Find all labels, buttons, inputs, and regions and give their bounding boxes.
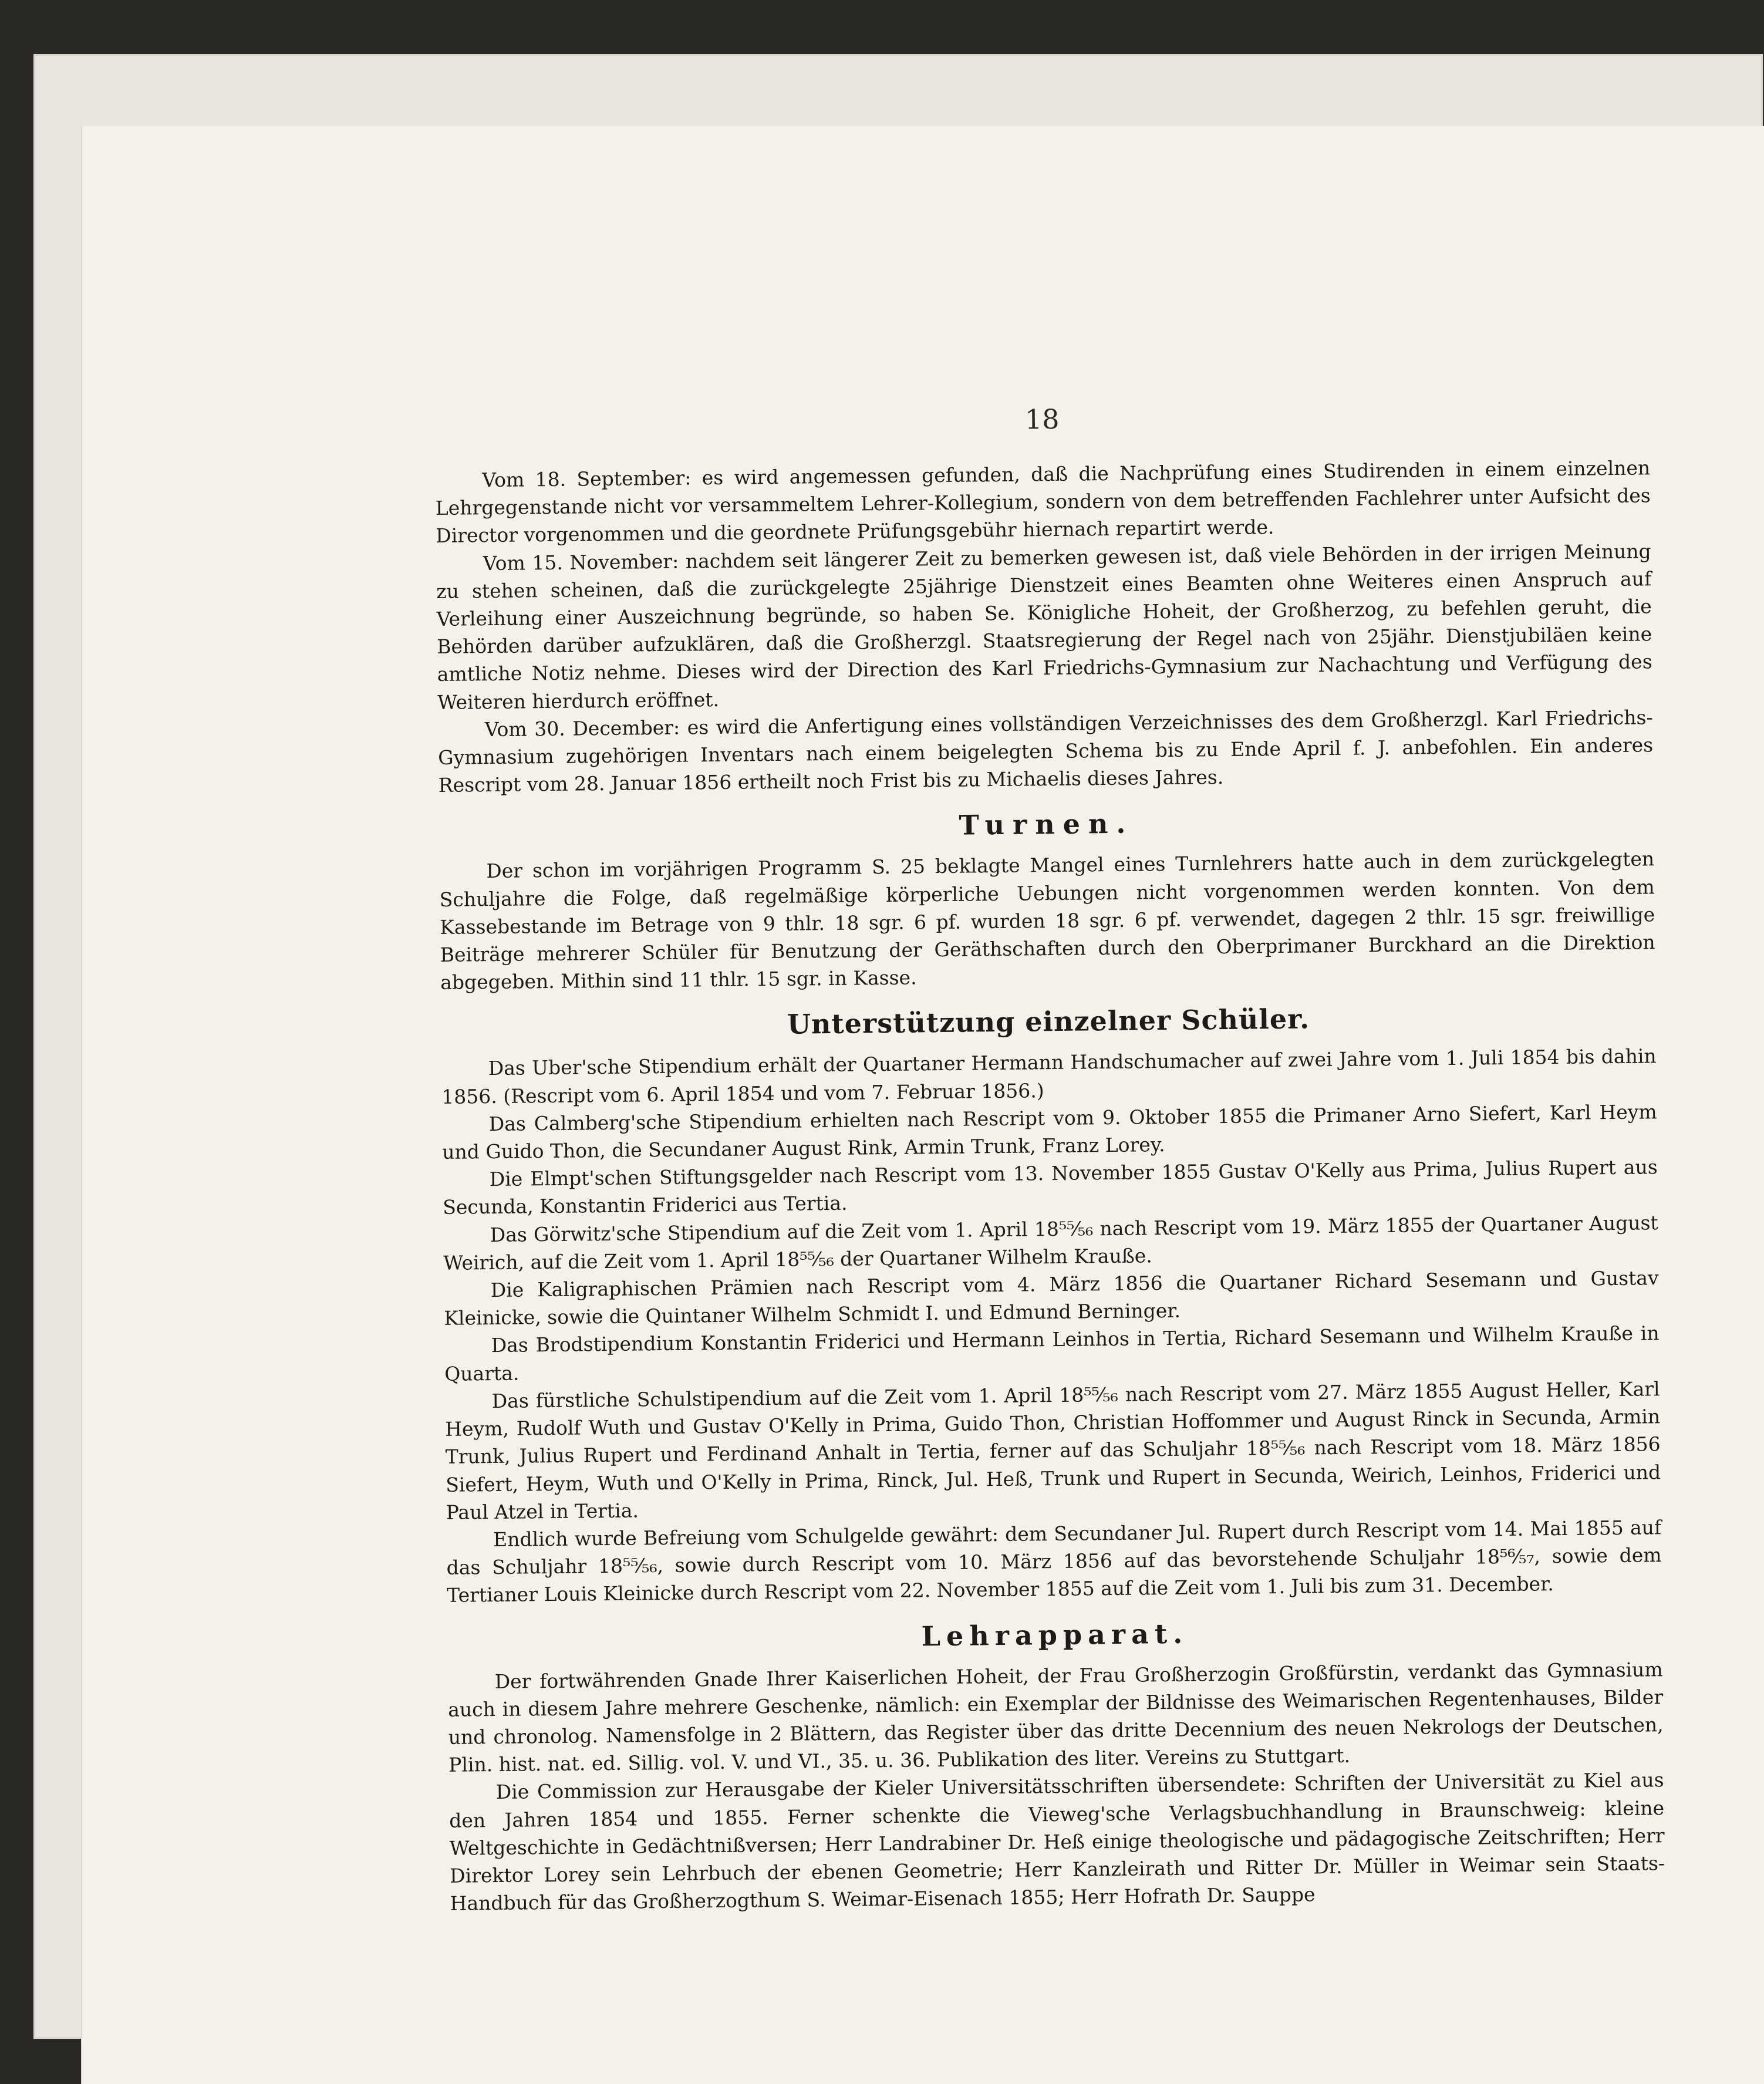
section-heading-lehrapparat: Lehrapparat. xyxy=(921,1617,1189,1652)
paragraph-goerwitz-stipendium: Das Görwitz'sche Stipendium auf die Zeit vom 1. April 18⁵⁵⁄₅₆ nach Rescript vom 19. März 1855 der Quartaner August Weirich, auf die Zeit vom 1. April 18⁵⁵⁄₅₆ der Quartaner Wilhelm Krauße. xyxy=(443,1210,1658,1274)
paragraph-turnen: Der schon im vorjährigen Programm S. 25 beklagte Mangel eines Turnlehrers hatte auch in dem zurückgelegten Schuljahre die Folge, daß regelmäßige körperliche Uebungen nicht vorgenommen werden konnten. Von dem Kassebestande im Betrage von 9 thlr. 18 sgr. 6 pf. wurden 18 sgr. 6 pf. verwendet, dagegen 2 thlr. 15 sgr. freiwillige Beiträge mehrerer Schüler für Benutzung der Geräthschaften durch den Oberprimaner Burckhard an die Direktion abgegeben. Mithin sind 11 thlr. 15 sgr. in Kasse. xyxy=(439,847,1655,994)
scan-background xyxy=(35,56,1761,2037)
section-lehrapparat xyxy=(447,1610,1665,1917)
section-heading-unterstuetzung: Unterstützung einzelner Schüler. xyxy=(787,1003,1310,1041)
paragraph-brodstipendium: Das Brodstipendium Konstantin Friderici und Hermann Leinhos in Tertia, Richard Sesemann und Wilhelm Krauße in Quarta. xyxy=(444,1321,1660,1385)
paragraph-schulgeld-befreiung: Endlich wurde Befreiung vom Schulgelde gewährt: dem Secundaner Jul. Rupert durch Rescript vom 14. Mai 1855 auf das Schuljahr 18⁵⁵⁄₅₆, sowie durch Rescript vom 10. März 1856 auf das bevorstehende Schuljahr 18⁵⁶⁄₅₇, sowie dem Tertianer Louis Kleinicke durch Rescript vom 22. November 1855 auf die Zeit vom 1. Juli bis zum 31. December. xyxy=(446,1516,1662,1607)
page-text-block xyxy=(434,395,1665,1917)
paragraph-uber-stipendium: Das Uber'sche Stipendium erhält der Quartaner Hermann Handschumacher auf zwei Jahre vom 1. Juli 1854 bis dahin 1856. (Rescript vom 6. April 1854 und vom 7. Februar 1856.) xyxy=(441,1044,1657,1108)
paragraph-elmpt-stiftung: Die Elmpt'schen Stiftungsgelder nach Rescript vom 13. November 1855 Gustav O'Kelly aus Prima, Julius Rupert aus Secunda, Konstantin Friderici aus Tertia. xyxy=(443,1155,1658,1219)
paragraph-december-decree: Vom 30. December: es wird die Anfertigung eines vollständigen Verzeichnisses des dem Großherzgl. Karl Friedrichs-Gymnasium zugehörigen Inventars nach einem beigelegten Schema bis zu Ende April f. J. anbefohlen. Ein anderes Rescript vom 28. Januar 1856 ertheilt noch Frist bis zu Michaelis dieses Jahres. xyxy=(438,706,1654,797)
section-turnen xyxy=(439,800,1655,997)
document-page xyxy=(81,126,1764,2084)
page-number: 18 xyxy=(1024,403,1060,436)
paragraph-calmberg-stipendium: Das Calmberg'sche Stipendium erhielten nach Rescript vom 9. Oktober 1855 die Primaner Arno Siefert, Karl Heym und Guido Thon, die Secundaner August Rink, Armin Trunk, Franz Lorey. xyxy=(442,1100,1657,1164)
paragraph-geschenke-grossfuerstin: Der fortwährenden Gnade Ihrer Kaiserlichen Hoheit, der Frau Großherzogin Großfürstin, verdankt das Gymnasium auch in diesem Jahre mehrere Geschenke, nämlich: ein Exemplar der Bildnisse des Weimarischen Regentenhauses, Bilder und chronolog. Namensfolge in 2 Blättern, das Register über das dritte Decennium des neuen Nekrologs der Deutschen, Plin. hist. nat. ed. Sillig. vol. V. und VI., 35. u. 36. Publikation des liter. Vereins zu Stuttgart. xyxy=(448,1657,1664,1776)
paragraph-commission-schriften: Die Commission zur Herausgabe der Kieler Universitätsschriften übersendete: Schriften der Universität zu Kiel aus den Jahren 1854 und 1855. Ferner schenkte die Vieweg'sche Verlagsbuchhandlung in Braunschweig: kleine Weltgeschichte in Gedächtnißversen; Herr Landrabiner Dr. Heß einige theologische und pädagogische Zeitschriften; Herr Direktor Lorey sein Lehrbuch der ebenen Geometrie; Herr Kanzleirath und Ritter Dr. Müller in Weimar sein Staats-Handbuch für das Großherzogthum S. Weimar-Eisenach 1855; Herr Hofrath Dr. Sauppe xyxy=(448,1768,1665,1915)
paragraph-fuerstliches-schulstipendium: Das fürstliche Schulstipendium auf die Zeit vom 1. April 18⁵⁵⁄₅₆ nach Rescript vom 27. März 1855 August Heller, Karl Heym, Rudolf Wuth und Gustav O'Kelly in Prima, Guido Thon, Christian Hoffommer und August Rinck in Secunda, Armin Trunk, Julius Rupert und Ferdinand Anhalt in Tertia, ferner auf das Schuljahr 18⁵⁵⁄₅₆ nach Rescript vom 18. März 1856 Siefert, Heym, Wuth und O'Kelly in Prima, Rinck, Jul. Heß, Trunk und Rupert in Secunda, Weirich, Leinhos, Friderici und Paul Atzel in Tertia. xyxy=(445,1377,1661,1524)
paragraph-november-decree: Vom 15. November: nachdem seit längerer Zeit zu bemerken gewesen ist, daß viele Behörden in der irrigen Meinung zu stehen scheinen, daß die zurückgelegte 25jährige Dienstzeit eines Beamten ohne Weiteres einen Anspruch auf Verleihung einer Auszeichnung begründe, so haben Se. Königliche Hoheit, der Großherzog, zu befehlen geruht, die Behörden darüber aufzuklären, daß die Großherzgl. Staatsregierung der Regel nach von 25jähr. Dienstjubiläen keine amtliche Notiz nehme. Dieses wird der Direction des Karl Friedrichs-Gymnasium zur Nachachtung und Verfügung des Weiteren hierdurch eröffnet. xyxy=(436,539,1652,714)
section-decrees xyxy=(435,454,1654,799)
paragraph-september-decree: Vom 18. September: es wird angemessen gefunden, daß die Nachprüfung eines Studirenden in einem einzelnen Lehrgegenstande nicht vor versammeltem Lehrer-Kollegium, sondern von dem betreffenden Fachlehrer unter Aufsicht des Director vorgenommen und die geordnete Prüfungsgebühr hiernach repartirt werde. xyxy=(435,456,1651,548)
section-heading-turnen: Turnen. xyxy=(959,808,1134,842)
paragraph-kaligraphische-praemien: Die Kaligraphischen Prämien nach Rescript vom 4. März 1856 die Quartaner Richard Sesemann und Gustav Kleinicke, sowie die Quintaner Wilhelm Schmidt I. und Edmund Berninger. xyxy=(444,1266,1659,1330)
section-unterstuetzung xyxy=(441,997,1662,1610)
